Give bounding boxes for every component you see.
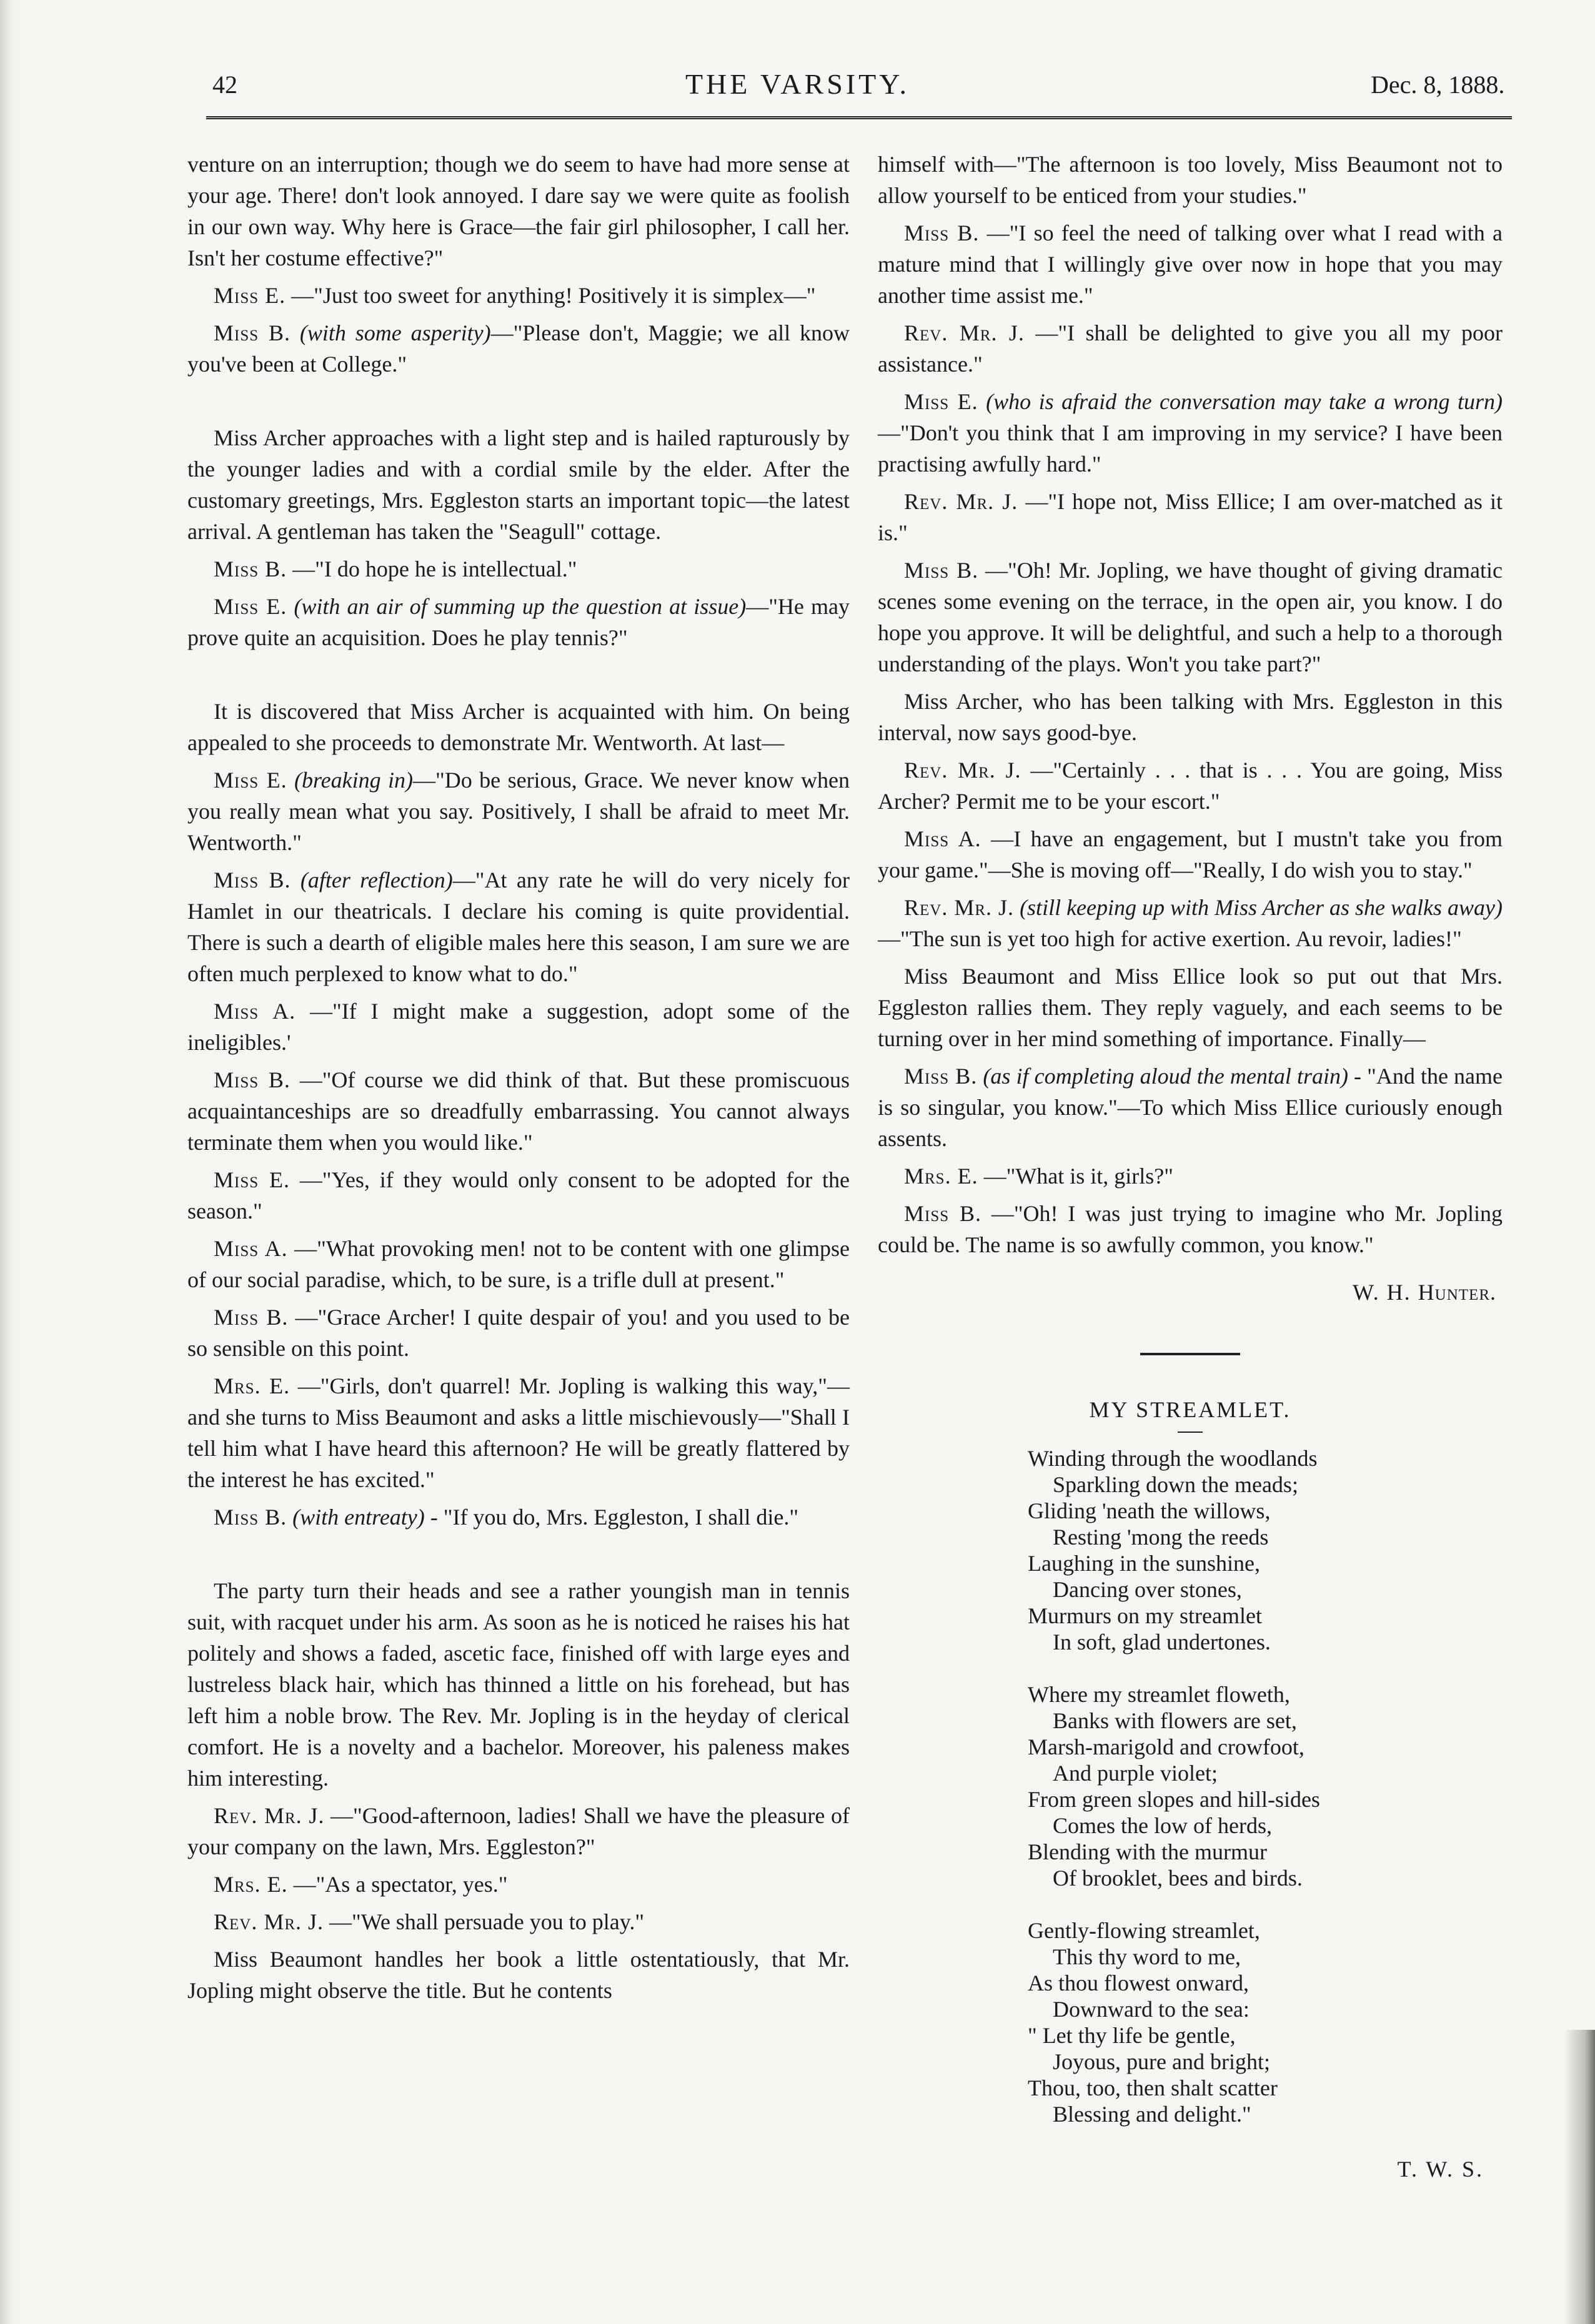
paragraph-text: Miss Archer, who has been talking with Mrs. Eggleston in this interval, now says good-bye. <box>878 689 1503 745</box>
paragraph-text: - "If you do, Mrs. Eggleston, I shall die." <box>424 1505 799 1530</box>
poem-body <box>1028 1445 1503 2127</box>
left-column <box>187 149 850 2012</box>
paragraph-text: —"Certainly . . . that is . . . You are going, Miss Archer? Permit me to be your escort." <box>878 758 1503 814</box>
speaker-name: Rev. Mr. J. <box>904 758 1021 783</box>
dialogue-line <box>187 996 850 1058</box>
speaker-name: Miss B. <box>214 1067 291 1092</box>
speaker-name: Mrs. E. <box>904 1164 978 1189</box>
dialogue-line <box>187 864 850 989</box>
speaker-name: Miss B. <box>214 1505 287 1530</box>
paragraph-text: —"At any rate he will do very nicely for Hamlet in our theatricals. I declare his coming is quite providential. There is such a dearth of eligible males here this season, I am sure we are often much perplexed to know what to do." <box>187 868 850 986</box>
paragraph-text: Miss Beaumont handles her book a little ostentatiously, that Mr. Jopling might observe the title. But he contents <box>187 1947 850 2003</box>
right-column-text <box>878 149 1503 1260</box>
paragraph-text: —"I shall be delighted to give you all my poor assistance." <box>878 320 1503 377</box>
section-divider <box>1140 1353 1240 1355</box>
paragraph-text: —"I so feel the need of talking over what I read with a mature mind that I willingly give over now in hope that you may another time assist me." <box>878 220 1503 308</box>
speaker-name: Miss E. <box>214 1167 290 1192</box>
stage-direction: (with some asperity) <box>299 320 491 345</box>
paragraph-text: —"Good-afternoon, ladies! Shall we have the pleasure of your company on the lawn, Mrs. Eggleston?" <box>187 1803 850 1859</box>
poem-line: Comes the low of herds, <box>1053 1813 1272 1838</box>
section-break <box>187 1539 850 1575</box>
speaker-name: Miss A. <box>214 1236 288 1261</box>
poem-line: Where my streamlet floweth, <box>1028 1682 1290 1707</box>
speaker-name: Mrs. E. <box>214 1872 288 1897</box>
poem-line: Gliding 'neath the willows, <box>1028 1498 1271 1523</box>
poem-line: " Let thy life be gentle, <box>1028 2023 1236 2048</box>
dialogue-line <box>878 217 1503 311</box>
stage-direction: (after reflection) <box>300 868 453 893</box>
page-number: 42 <box>212 71 237 99</box>
poem-line: Joyous, pure and bright; <box>1053 2049 1270 2074</box>
speaker-name: Rev. Mr. J. <box>904 895 1015 920</box>
paragraph-text: —"We shall persuade you to play." <box>329 1909 645 1934</box>
stage-direction: (still keeping up with Miss Archer as she walks away) <box>1020 895 1503 920</box>
stage-direction: (with entreaty) <box>292 1505 425 1530</box>
paragraph-text: Miss Beaumont and Miss Ellice look so put out that Mrs. Eggleston rallies them. They reply vaguely, and each seems to be turning over in her mind something of importance. Finally— <box>878 964 1503 1051</box>
poem-line: Blending with the murmur <box>1028 1839 1267 1864</box>
poem-stanza <box>1028 1917 1503 2127</box>
speaker-name: Miss B. <box>214 1305 289 1330</box>
section-break <box>187 386 850 422</box>
speaker-name: Miss B. <box>904 220 980 245</box>
dialogue-line <box>878 486 1503 548</box>
paragraph-text: —"The sun is yet too high for active exertion. Au revoir, ladies!" <box>878 926 1462 951</box>
speaker-name: Miss E. <box>214 594 287 619</box>
paragraph-text: —"Do be serious, Grace. We never know when you really mean what you say. Positively, I shall be afraid to meet Mr. Wentworth." <box>187 768 850 855</box>
speaker-name: Rev. Mr. J. <box>904 320 1025 345</box>
paragraph-text: —"I do hope he is intellectual." <box>292 556 577 581</box>
dialogue-line <box>187 317 850 380</box>
paragraph-text: —"Yes, if they would only consent to be adopted for the season." <box>187 1167 850 1224</box>
narrative-paragraph <box>878 149 1503 211</box>
narrative-paragraph <box>878 961 1503 1054</box>
speaker-name: Miss E. <box>214 768 287 793</box>
dialogue-line <box>187 1302 850 1364</box>
dialogue-line <box>878 317 1503 380</box>
poem-line: Laughing in the sunshine, <box>1028 1551 1260 1576</box>
speaker-name: Miss B. <box>214 320 291 345</box>
paragraph-text: —I have an engagement, but I mustn't take you from your game."—She is moving off—"Really, I do wish you to stay." <box>878 826 1503 883</box>
speaker-name: Miss B. <box>904 1201 981 1226</box>
speaker-name: Miss A. <box>904 826 981 851</box>
poem-line: Of brooklet, bees and birds. <box>1053 1866 1303 1891</box>
stage-direction: (with an air of summing up the question at issue) <box>294 594 747 619</box>
poem-line: Gently-flowing streamlet, <box>1028 1918 1260 1943</box>
narrative-paragraph <box>187 1575 850 1794</box>
narrative-paragraph <box>187 149 850 274</box>
dialogue-line <box>187 1370 850 1495</box>
paragraph-text: —"Oh! I was just trying to imagine who Mr. Jopling could be. The name is so awfully common, you know." <box>878 1201 1503 1257</box>
speaker-name: Miss B. <box>214 556 287 581</box>
poem-line: Murmurs on my streamlet <box>1028 1603 1262 1628</box>
paragraph-text: —"Don't you think that I am improving in my service? I have been practising awfully hard." <box>878 420 1503 477</box>
stage-direction: (breaking in) <box>294 768 414 793</box>
poem-stanza <box>1028 1445 1503 1655</box>
poem-line: Dancing over stones, <box>1053 1577 1242 1602</box>
poem-line: Resting 'mong the reeds <box>1053 1525 1269 1550</box>
poem-line: And purple violet; <box>1053 1761 1218 1786</box>
paragraph-text: Miss Archer approaches with a light step and is hailed rapturously by the younger ladies and with a cordial smile by the elder. After the customary greetings, Mrs. Eggleston starts an important topic—the latest arrival. A gentleman has taken the "Seagull" cottage. <box>187 425 850 544</box>
dialogue-line <box>878 754 1503 817</box>
speaker-name: Miss B. <box>904 1064 978 1089</box>
speaker-name: Mrs. E. <box>214 1373 291 1398</box>
poem-line: Thou, too, then shalt scatter <box>1028 2075 1278 2100</box>
poem-line: Sparkling down the meads; <box>1053 1472 1298 1497</box>
paragraph-text: The party turn their heads and see a rather youngish man in tennis suit, with racquet under his arm. As soon as he is noticed he raises his hat politely and shows a faded, ascetic face, finished off with large eyes and lustreless black hair, which has thinned a little on his forehead, but has left him a noble brow. The Rev. Mr. Jopling is in the heyday of clerical comfort. He is a novelty and a bachelor. Moreover, his paleness makes him interesting. <box>187 1578 850 1791</box>
scan-left-edge <box>0 0 16 2324</box>
dialogue-line <box>878 1061 1503 1154</box>
dialogue-line <box>187 1869 850 1900</box>
narrative-paragraph <box>187 696 850 758</box>
speaker-name: Rev. Mr. J. <box>214 1803 325 1828</box>
speaker-name: Miss A. <box>214 999 296 1024</box>
paragraph-text: —"He may prove quite an acquisition. Does he play tennis?" <box>187 594 850 650</box>
paragraph-text: —"What is it, girls?" <box>983 1164 1173 1189</box>
speaker-name: Rev. Mr. J. <box>214 1909 324 1934</box>
speaker-name: Miss B. <box>214 868 291 893</box>
speaker-name: Miss E. <box>214 283 286 308</box>
paragraph-text: —"Oh! Mr. Jopling, we have thought of giving dramatic scenes some evening on the terrace, in the open air, you know. I do hope you approve. It will be delightful, and such a help to a thorough understanding of the plays. Won't you take part?" <box>878 558 1503 676</box>
paragraph-text: —"Just too sweet for anything! Positively it is simplex—" <box>291 283 816 308</box>
poem-signature: T. W. S. <box>1397 2157 1484 2182</box>
paragraph-text: —"Girls, don't quarrel! Mr. Jopling is walking this way,"—and she turns to Miss Beaumont and asks a little mischievously—"Shall I tell him what I have heard this afternoon? He will be greatly flattered by the interest he has excited." <box>187 1373 850 1492</box>
poem-line: Winding through the woodlands <box>1028 1446 1318 1471</box>
poem-title-rule <box>1178 1431 1203 1433</box>
paragraph-text: —"Please don't, Maggie; we all know you've been at College." <box>187 320 850 377</box>
right-column <box>878 149 1503 2185</box>
header-rule <box>206 116 1512 119</box>
speaker-name: Miss E. <box>904 389 978 414</box>
dialogue-line <box>187 764 850 858</box>
poem-stanza <box>1028 1681 1503 1891</box>
paragraph-text: - "And the name is so singular, you know."—To which Miss Ellice curiously enough assents. <box>878 1064 1503 1151</box>
dialogue-line <box>187 1906 850 1937</box>
poem-line: Banks with flowers are set, <box>1053 1708 1297 1733</box>
speaker-name: Miss B. <box>904 558 979 583</box>
dialogue-line <box>878 1160 1503 1192</box>
dialogue-line <box>187 1164 850 1227</box>
paragraph-text: It is discovered that Miss Archer is acquainted with him. On being appealed to she proceeds to demonstrate Mr. Wentworth. At last— <box>187 699 850 755</box>
paragraph-text: —"If I might make a suggestion, adopt some of the ineligibles.' <box>187 999 850 1055</box>
poem-line: From green slopes and hill-sides <box>1028 1787 1320 1812</box>
poem-line: In soft, glad undertones. <box>1053 1629 1271 1654</box>
author-surname: Hunter. <box>1418 1280 1496 1305</box>
dialogue-line <box>878 386 1503 480</box>
article-signature: W. H. Hunter. <box>1353 1280 1496 1305</box>
narrative-paragraph <box>878 686 1503 748</box>
section-break <box>187 660 850 696</box>
stage-direction: (as if completing aloud the mental train) <box>983 1064 1348 1089</box>
dialogue-line <box>878 1198 1503 1260</box>
paragraph-text: —"As a spectator, yes." <box>293 1872 508 1897</box>
dialogue-line <box>187 1064 850 1158</box>
poem-line: Blessing and delight." <box>1053 2102 1251 2127</box>
stage-direction: (who is afraid the conversation may take a wrong turn) <box>986 389 1503 414</box>
dialogue-line <box>187 1233 850 1295</box>
paragraph-text: —"Grace Archer! I quite despair of you! and you used to be so sensible on this point. <box>187 1305 850 1361</box>
poem-line: This thy word to me, <box>1053 1944 1241 1969</box>
dialogue-line <box>187 1501 850 1533</box>
masthead-title: THE VARSITY. <box>685 68 910 100</box>
paragraph-text: —"What provoking men! not to be content with one glimpse of our social paradise, which, to be sure, is a trifle dull at present." <box>187 1236 850 1292</box>
issue-date: Dec. 8, 1888. <box>1371 71 1505 99</box>
paragraph-text: —"Of course we did think of that. But these promiscuous acquaintanceships are so dreadfully embarrassing. You cannot always terminate them when you would like." <box>187 1067 850 1155</box>
poem-line: Marsh-marigold and crowfoot, <box>1028 1734 1304 1759</box>
poem-line: As thou flowest onward, <box>1028 1970 1249 1995</box>
paragraph-text: himself with—"The afternoon is too lovely, Miss Beaumont not to allow yourself to be enticed from your studies." <box>878 152 1503 208</box>
scan-right-edge <box>1564 2030 1595 2324</box>
poem-title: MY STREAMLET. <box>1089 1397 1291 1422</box>
dialogue-line <box>878 892 1503 954</box>
paragraph-text: venture on an interruption; though we do seem to have had more sense at your age. There! don't look annoyed. I dare say we were quite as foolish in our own way. Why here is Grace—the fair girl philosopher, I call her. Isn't her costume effective?" <box>187 152 850 270</box>
dialogue-line <box>187 280 850 311</box>
narrative-paragraph <box>187 422 850 547</box>
speaker-name: Rev. Mr. J. <box>904 489 1018 514</box>
paragraph-text: —"I hope not, Miss Ellice; I am over-matched as it is." <box>878 489 1503 545</box>
poem-line: Downward to the sea: <box>1053 1997 1250 2022</box>
dialogue-line <box>187 591 850 653</box>
dialogue-line <box>878 823 1503 886</box>
dialogue-line <box>878 555 1503 680</box>
dialogue-line <box>187 1800 850 1862</box>
page-header <box>0 0 1595 125</box>
dialogue-line <box>187 553 850 585</box>
narrative-paragraph <box>187 1944 850 2006</box>
